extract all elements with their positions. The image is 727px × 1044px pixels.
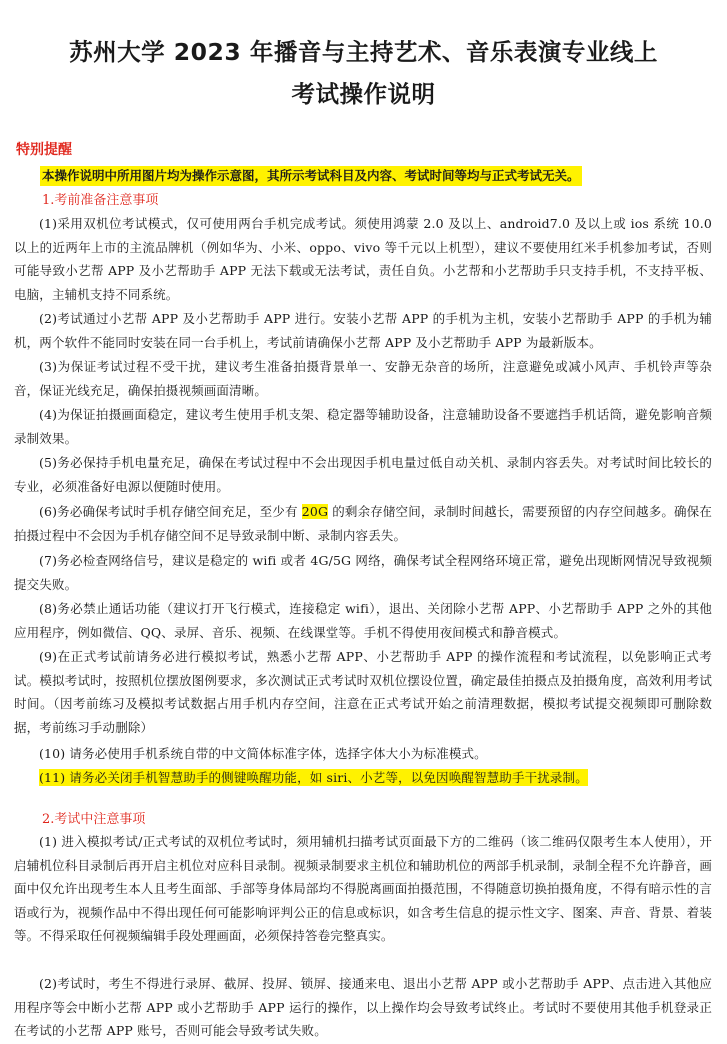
p6-text-before: (6)务必确保考试时手机存储空间充足，至少有 (39, 504, 302, 519)
section-1-paragraph-2: (2)考试通过小艺帮 APP 及小艺帮助手 APP 进行。安装小艺帮 APP 的手机为主机，安装小艺帮助手 APP 的手机为辅机，两个软件不能同时安装在同一台手机上，考试前请确保小艺帮 APP 及小艺帮助手 APP 为最新版本。 (14, 311, 712, 350)
document-title-line-2: 考试操作说明 (291, 80, 436, 108)
section-1-paragraph-7: (7)务必检查网络信号，建议是稳定的 wifi 或者 4G/5G 网络，确保考试全程网络环境正常，避免出现断网情况导致视频提交失败。 (14, 553, 712, 592)
special-notice-label: 特别提醒 (16, 142, 72, 158)
special-notice-text: 本操作说明中所用图片均为操作示意图，其所示考试科目及内容、考试时间等均与正式考试无关。 (40, 166, 582, 186)
section-2-paragraph-2: (2)考试时，考生不得进行录屏、截屏、投屏、锁屏、接通来电、退出小艺帮 APP 或小艺帮助手 APP、点击进入其他应用程序等会中断小艺帮 APP 或小艺帮助手 APP 运行的操作，以上操作均会导致考试终止。考试时不要使用其他手机登录正在考试的小艺帮 APP 账号，否则可能会导致考试失败。 (14, 976, 712, 1039)
section-1-paragraph-6 (14, 500, 712, 547)
p6-text-after: 的剩余存储空间，录制时间越长，需要预留的内存空间越多。确保在拍摄过程中不会因为手机存储空间不足导致录制中断、录制内容丢失。 (14, 504, 712, 543)
section-1-paragraph-8: (8)务必禁止通话功能（建议打开飞行模式，连接稳定 wifi），退出、关闭除小艺帮 APP、小艺帮助手 APP 之外的其他应用程序，例如微信、QQ、录屏、音乐、视频、在线课堂等。手机不得使用夜间模式和静音模式。 (14, 601, 712, 640)
section-1-paragraph-10: (10) 请务必使用手机系统自带的中文简体标准字体，选择字体大小为标准模式。 (39, 746, 487, 761)
section-1-paragraph-9: (9)在正式考试前请务必进行模拟考试，熟悉小艺帮 APP、小艺帮助手 APP 的操作流程和考试流程，以免影响正式考试。模拟考试时，按照机位摆放图例要求，多次测试正式考试时双机位摆设位置，确定最佳拍摄点及拍摄角度，高效利用考试时间。（因考前练习及模拟考试数据占用手机内存空间，注意在正式考试开始之前清理数据，模拟考试提交视频即可删除数据，考前练习手动删除） (14, 649, 712, 735)
section-1-paragraph-4: (4)为保证拍摄画面稳定，建议考生使用手机支架、稳定器等辅助设备，注意辅助设备不要遮挡手机话筒，避免影响音频录制效果。 (14, 407, 712, 446)
storage-20g-highlight: 20G (301, 504, 329, 519)
section-1-paragraph-5: (5)务必保持手机电量充足，确保在考试过程中不会出现因手机电量过低自动关机、录制内容丢失。对考试时间比较长的专业，必须准备好电源以便随时使用。 (14, 455, 712, 494)
section-1-paragraph-11 (14, 766, 712, 790)
section-1-heading: 1.考前准备注意事项 (42, 193, 159, 208)
section-1-paragraph-1: (1)采用双机位考试模式，仅可使用两台手机完成考试。须使用鸿蒙 2.0 及以上、android7.0 及以上或 ios 系统 10.0 以上的近两年上市的主流品牌机（例如华为、小米、oppo、vivo 等千元以上机型），建议不要使用红米手机参加考试，否则可能导致小艺帮 APP 及小艺帮助手 APP 无法下载或无法考试，责任自负。小艺帮和小艺帮助手只支持手机，不支持平板、电脑，主辅机支持不同系统。 (14, 216, 712, 302)
section-1-paragraph-3: (3)为保证考试过程不受干扰，建议考生准备拍摄背景单一、安静无杂音的场所，注意避免或减小风声、手机铃声等杂音，保证光线充足，确保拍摄视频画面清晰。 (14, 359, 712, 398)
section-2-heading: 2.考试中注意事项 (42, 812, 146, 827)
document-title-line-1: 苏州大学 2023 年播音与主持艺术、音乐表演专业线上 (69, 38, 658, 66)
p11-highlight: (11) 请务必关闭手机智慧助手的侧键唤醒功能，如 siri、小艺等，以免因唤醒智慧助手干扰录制。 (39, 770, 588, 785)
section-2-paragraph-1: (1) 进入模拟考试/正式考试的双机位考试时，须用辅机扫描考试页面最下方的二维码（该二维码仅限考生本人使用），开启辅机位科目录制后再开启主机位对应科目录制。视频录制要求主机位和辅助机位的两部手机录制，录制全程不允许静音，画面中仅允许出现考生本人且考生面部、手部等身体局部均不得脱离画面拍摄范围，不得随意切换拍摄角度，不得有暗示性的言语或行为，视频作品中不得出现任何可能影响评判公正的信息或标识，如含考生信息的提示性文字、图案、声音、背景、着装等。不得采取任何视频编辑手段处理画面，必须保持答卷完整真实。 (14, 834, 712, 944)
